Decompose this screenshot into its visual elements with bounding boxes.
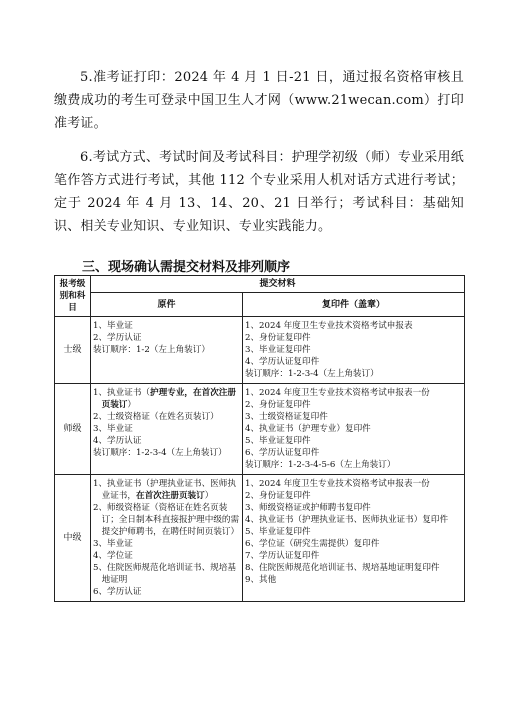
table-row — [55, 384, 465, 475]
list-item: 4、学历认证复印件 — [245, 357, 320, 367]
copy-cell — [243, 475, 465, 602]
header-level: 报考级别和科目 — [55, 276, 91, 317]
list-item: 2、身份证复印件 — [245, 400, 311, 410]
list-item: 装订顺序：1-2-3-4（左上角装订） — [245, 369, 379, 379]
list-item: 2、身份证复印件 — [245, 333, 311, 343]
list-item: 6、学历认证复印件 — [245, 448, 320, 458]
header-materials: 提交材料 — [91, 276, 465, 293]
section-heading: 三、现场确认需提交材料及排列顺序 — [82, 260, 291, 275]
item-prefix: 1、执业证书（ — [93, 388, 151, 398]
list-item: 6、学位证（研究生需提供）复印件 — [245, 539, 380, 549]
level-cell: 士级 — [55, 317, 91, 384]
table-header-row — [55, 276, 465, 293]
list-item — [93, 387, 240, 411]
list-item: 4、执业证书（护理专业）复印件 — [245, 424, 371, 434]
emphasis-text: 护理专业，在首次注册页装订 — [101, 388, 236, 410]
list-item: 5、住院医师规范化培训证书、规培基地证明 — [93, 563, 236, 585]
list-item: 2、师级资格证（资格证在姓名页装订；全日制本科直接报护理中级的需提交护师聘书，在聘任时间页装订） — [93, 503, 240, 537]
list-item: 2、学历认证 — [93, 333, 142, 343]
original-cell — [91, 317, 243, 384]
list-item: 4、执业证书（护理执业证书、医师执业证书）复印件 — [245, 515, 449, 525]
original-cell — [91, 475, 243, 602]
list-item: 2、士级资格证（在姓名页装订） — [93, 412, 219, 422]
list-item: 1、2024 年度卫生专业技术资格考试申报表 — [245, 321, 413, 331]
list-item: 4、学位证 — [93, 551, 133, 561]
copy-cell — [243, 384, 465, 475]
level-cell: 中级 — [55, 475, 91, 602]
list-item: 1、2024 年度卫生专业技术资格考试申报表一份 — [245, 479, 430, 489]
table-row — [55, 475, 465, 602]
list-item: 3、毕业证复印件 — [245, 345, 311, 355]
table-subheader-row — [55, 293, 465, 317]
header-copy: 复印件（盖章） — [243, 293, 465, 317]
item-prefix: 1、执业证书（护理执业证书、医师执业证书， — [93, 479, 236, 501]
list-item: 装订顺序：1-2（左上角装订） — [93, 345, 210, 355]
paragraph-exam-method: 6.考试方式、考试时间及考试科目：护理学初级（师）专业采用纸笔作答方式进行考试，其他 112 个专业采用人机对话方式进行考试；定于 2024 年 4 月 13、14、20、21 日举行；考试科目：基础知识、相关专业知识、专业知识、专业实践能力。 — [54, 150, 464, 234]
emphasis-text: 在首次注册页装订 — [135, 491, 205, 501]
list-item: 3、师级资格证或护师聘书复印件 — [245, 503, 371, 513]
table-row — [55, 317, 465, 384]
list-item: 9、其他 — [245, 575, 277, 585]
list-item: 3、士级资格证复印件 — [245, 412, 328, 422]
original-cell — [91, 384, 243, 475]
list-item: 装订顺序：1-2-3-4（左上角装订） — [93, 448, 227, 458]
list-item: 7、学历认证复印件 — [245, 551, 320, 561]
list-item: 5、毕业证复印件 — [245, 527, 311, 537]
header-original: 原件 — [91, 293, 243, 317]
list-item: 4、学历认证 — [93, 436, 142, 446]
list-item: 1、2024 年度卫生专业技术资格考试申报表一份 — [245, 388, 430, 398]
list-item: 3、毕业证 — [93, 424, 133, 434]
list-item: 6、学历认证 — [93, 587, 142, 597]
paragraph-admission-ticket: 5.准考证打印：2024 年 4 月 1 日-21 日，通过报名资格审核且缴费成功的考生可登录中国卫生人才网（www.21wecan.com）打印准考证。 — [54, 70, 464, 131]
list-item: 5、毕业证复印件 — [245, 436, 311, 446]
list-item: 2、身份证复印件 — [245, 491, 311, 501]
level-cell: 师级 — [55, 384, 91, 475]
list-item: 装订顺序：1-2-3-4-5-6（左上角装订） — [245, 460, 396, 470]
list-item: 8、住院医师规范化培训证书、规培基地证明复印件 — [245, 563, 440, 573]
item-suffix: ） — [127, 400, 136, 410]
list-item — [93, 478, 240, 502]
materials-table — [54, 275, 465, 602]
list-item: 3、毕业证 — [93, 539, 133, 549]
copy-cell — [243, 317, 465, 384]
item-suffix: ） — [204, 491, 214, 501]
list-item: 1、毕业证 — [93, 321, 133, 331]
